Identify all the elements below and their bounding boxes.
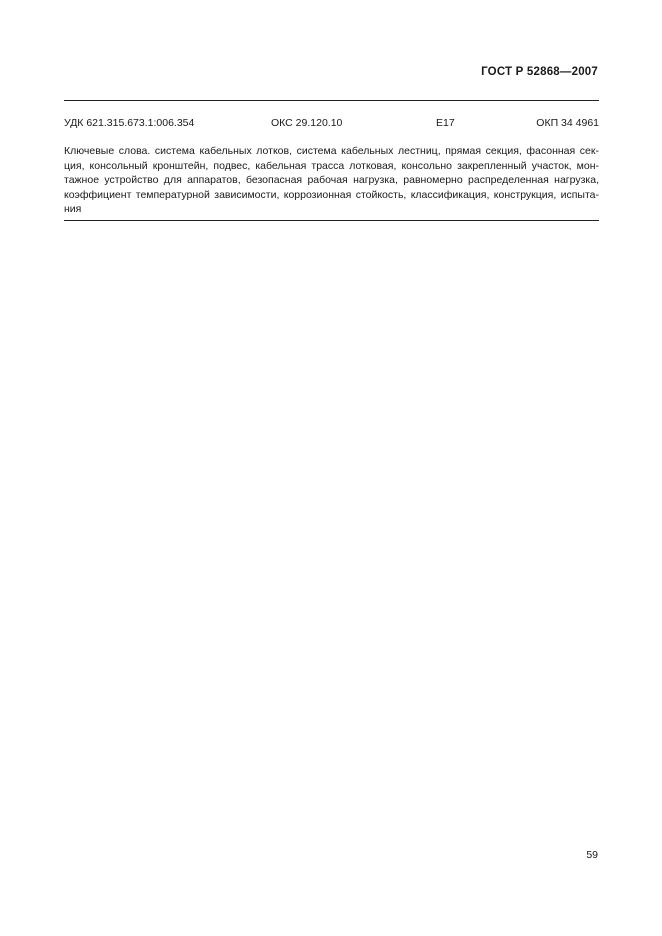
keywords-paragraph [64, 144, 599, 217]
document-code: ГОСТ Р 52868—2007 [481, 66, 598, 78]
okp-code: ОКП 34 4961 [536, 117, 599, 129]
group-code: Е17 [436, 117, 455, 129]
page-number: 59 [586, 849, 598, 861]
keywords-line: коэффициент температурной зависимости, коррозионная стойкость, классификация, конструкция, испыта- [64, 188, 599, 201]
classification-row [64, 117, 599, 131]
oks-code: ОКС 29.120.10 [271, 117, 343, 129]
keywords-line: Ключевые слова. система кабельных лотков, система кабельных лестниц, прямая секция, фасонная сек- [64, 145, 599, 157]
udk-code: УДК 621.315.673.1:006.354 [64, 117, 195, 129]
top-divider [64, 100, 599, 101]
keywords-line: ния [64, 203, 82, 215]
keywords-line: тажное устройство для аппаратов, безопасная рабочая нагрузка, равномерно распределенная нагрузка, [64, 174, 599, 186]
bottom-divider [64, 220, 599, 221]
keywords-line: ция, консольный кронштейн, подвес, кабельная трасса лотковая, консольно закрепленный участок, мон- [64, 159, 599, 172]
